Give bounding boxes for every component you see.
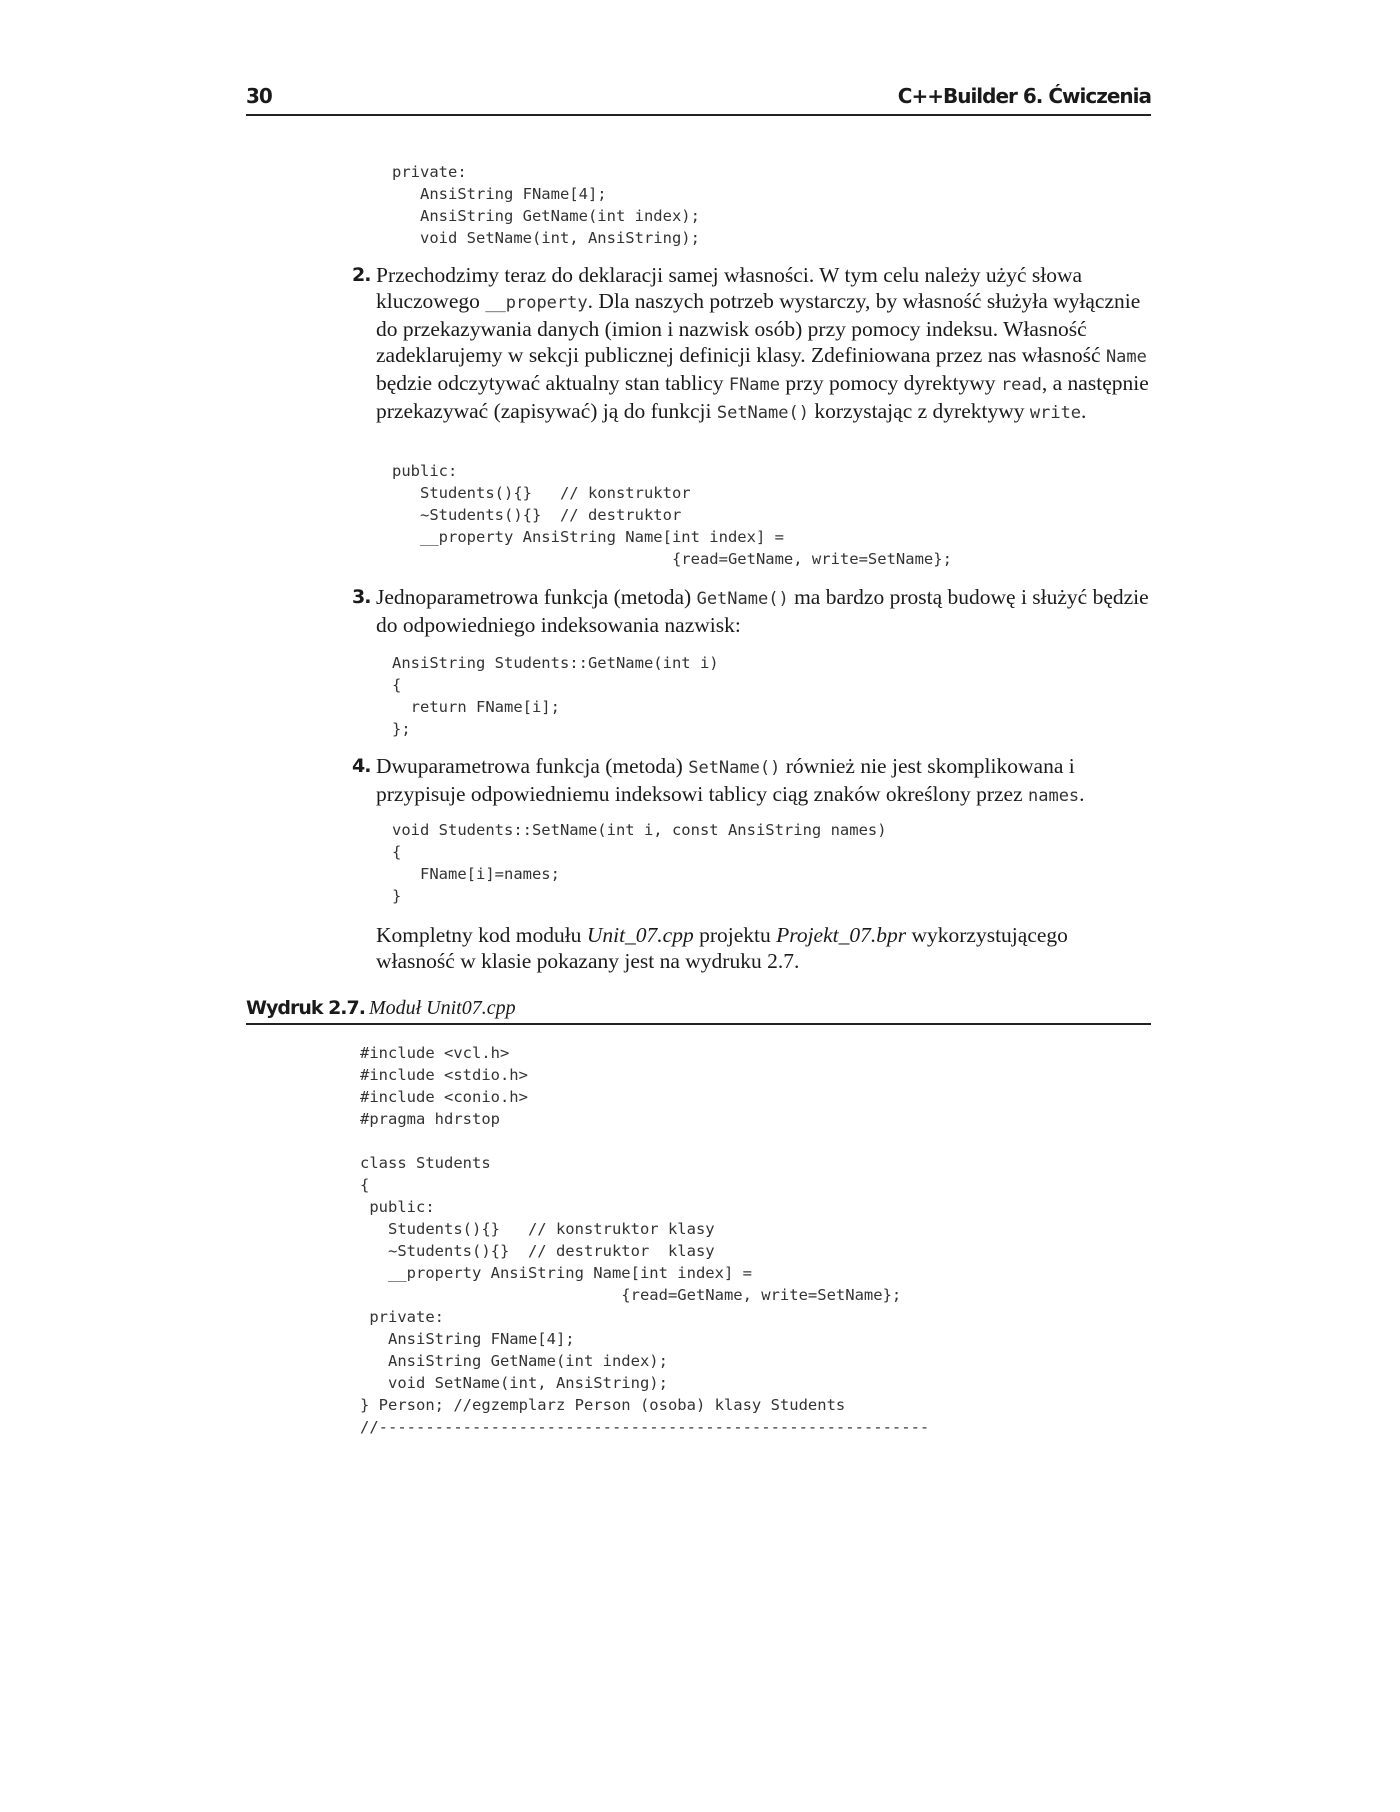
step-2 bbox=[352, 262, 1152, 426]
step-number: 3. bbox=[352, 586, 371, 608]
step-text: Przechodzimy teraz do deklaracji samej własności. W tym celu należy użyć słowa kluczowego __property. Dla naszych potrzeb wystarczy, by własność służyła wyłącznie do przekazywania danych (imion i nazwisk osób) przy pomocy indeksu. Własność zadeklarujemy w sekcji publicznej definicji klasy. Zdefiniowana przez nas własność Name będzie odczytywać aktualny stan tablicy FName przy pomocy dyrektywy read, a następnie przekazywać (zapisywać) ją do funkcji SetName() korzystając z dyrektywy write. bbox=[376, 263, 1149, 423]
code-setname: void Students::SetName(int i, const AnsiString names) { FName[i]=names; } bbox=[392, 821, 887, 905]
step-number: 4. bbox=[352, 755, 371, 777]
running-title: C++Builder 6. Ćwiczenia bbox=[897, 84, 1151, 108]
code-getname: AnsiString Students::GetName(int i) { return FName[i]; }; bbox=[392, 654, 719, 738]
listing-caption bbox=[246, 997, 1151, 1025]
step-3 bbox=[352, 584, 1152, 638]
code-private-section: private: AnsiString FName[4]; AnsiString GetName(int index); void SetName(int, AnsiString); bbox=[392, 163, 700, 247]
listing-title: Moduł Unit07.cpp bbox=[368, 997, 516, 1019]
step-4 bbox=[352, 753, 1152, 809]
page-header bbox=[246, 84, 1151, 116]
step-number: 2. bbox=[352, 264, 371, 286]
step-text: Jednoparametrowa funkcja (metoda) GetName() ma bardzo prostą budowę i służyć będzie do odpowiedniego indeksowania nazwisk: bbox=[376, 585, 1149, 637]
listing-code: #include <vcl.h> #include <stdio.h> #include <conio.h> #pragma hdrstop class Students { public: Students(){} // konstruktor klasy ~Students(){} // destruktor klasy __property AnsiString Name[int index] = {read=GetName, write=SetName}; private: AnsiString FName[4]; AnsiString GetName(int index); void SetName(int, AnsiString); } Person; //egzemplarz Person (osoba) klasy Students //----------------------------------------------------------- bbox=[360, 1044, 930, 1436]
page-number: 30 bbox=[246, 84, 272, 108]
listing-label: Wydruk 2.7. bbox=[246, 997, 365, 1019]
step-text: Dwuparametrowa funkcja (metoda) SetName() również nie jest skomplikowana i przypisuje odpowiedniemu indeksowi tablicy ciąg znaków określony przez names. bbox=[376, 754, 1085, 806]
code-public-section: public: Students(){} // konstruktor ~Students(){} // destruktor __property AnsiString Name[int index] = {read=GetName, write=SetName}; bbox=[392, 462, 952, 568]
summary-paragraph: Kompletny kod modułu Unit_07.cpp projektu Projekt_07.bpr wykorzystującego własność w klasie pokazany jest na wydruku 2.7. bbox=[376, 923, 1068, 973]
